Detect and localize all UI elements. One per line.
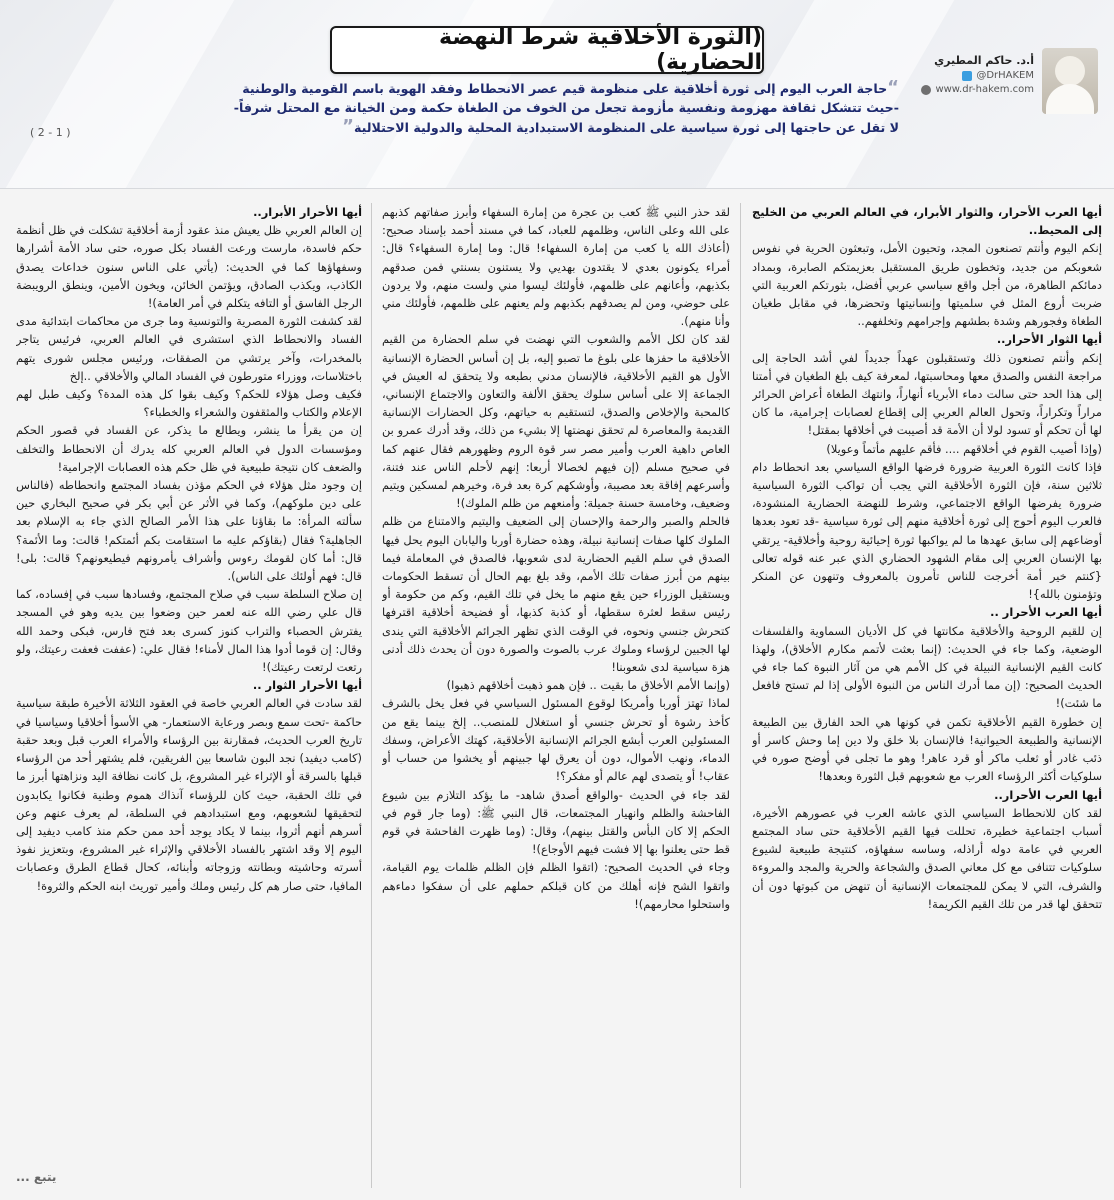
column-middle	[382, 203, 730, 1188]
paragraph: إن صلاح السلطة سبب في صلاح المجتمع، وفسادها سبب في إفساده، كما قال علي رضي الله عنه لعمر حين وضعوا بين يديه وهو في المسجد يفترش الحصباء والتراب كنوز كسرى بعد فتح فارس، فبكى وحمد الله وقال: إن قوما أدوا هذا المال لأمناء! فقال علي: (عففت فعفت رعيتك، ولو رتعت لرتعت رعيتك)!	[16, 587, 362, 675]
paragraph: فالحلم والصبر والرحمة والإحسان إلى الضعيف واليتيم والامتناع من ظلم الملوك كلها صفات إنسانية نبيلة، وهذه حضارة أوربا واليابان اليوم يحل فيها الصدق في سلم القيم الحضارية لدى شعوبها، فالصدق في المعاملة فيما بينهم من أبرز صفات تلك الأمم، وقد بلغ بهم الحال أن تسقط الحكومات ويستقيل الوزراء حين يقع منهم ما يخل في تلك القيم، وكم من حكومة أو رئيس سقط لعثرة سقطها، أو كذبة كذبها، أو فضيحة أخلاقية اقترفها كتحرش جنسي ونحوه، في الوقت الذي تظهر الجرائم الأخلاقية التي يندى لها الجبين لرؤساء وملوك عرب بالصوت والصورة دون أن يحدث ذلك أدنى هزة سياسية لدى شعوبنا!	[382, 514, 730, 675]
quote-line-2: -حيث تتشكل ثقافة مهزومة ونفسية مأزومة تجعل من الخوف من الطغاة حكمة ومن الخيانة مع المحتل شرفاً-	[233, 100, 899, 115]
quote-line-3: لا تقل عن حاجتها إلى ثورة سياسية على المنظومة الاستبدادية المحلية والدولية الاحتلالية”	[342, 116, 899, 137]
paragraph: إن من يقرأ ما ينشر، ويطالع ما يذكر، عن الفساد في قصور الحكم ومؤسسات الدول في العالم العربي كله يدرك أن الانحطاط والتخلف والضعف كان نتيجة طبيعية في ظل حكم هذه العصابات الإجرامية!	[16, 423, 362, 474]
website-row[interactable]	[921, 84, 1034, 95]
twitter-handle-row[interactable]	[921, 70, 1034, 81]
header	[0, 0, 1114, 189]
twitter-handle[interactable]: @DrHAKEM	[976, 70, 1034, 81]
paragraph: لماذا تهتز أوربا وأمريكا لوقوع المسئول السياسي في فعل يخل بالشرف كأخذ رشوة أو تحرش جنسي أو استغلال للمنصب.. إلخ بينما يقع من المسئولين العرب أبشع الجرائم الإنسانية الأخلاقية، كهتك الأعراض، وسفك الدماء، ونهب الأموال، دون أن يعرق لها جبينهم أو يخشوا من حساب أو عقاب! أو يتصدى لهم عالم أو مفكر؟!	[382, 696, 730, 784]
paragraph: (وإذا أصيب القوم في أخلاقهم .... فأقم عليهم مأتماً وعويلا)	[826, 441, 1102, 456]
paragraph: إن العالم العربي ظل يعيش منذ عقود أزمة أخلاقية تشكلت في ظل أنظمة حكم فاسدة، مارست ورعت الفساد بكل صوره، حتى ساد الأمة أشرارها وسفهاؤها كما في الحديث: (يأتي على الناس سنون خداعات يصدق الكاذب، ويكذب الصادق، ويؤتمن الخائن، ويخون الأمين، وينطق الرويبضة الرجل الفاسق أو التافه يتكلم في أمر العامة)!	[16, 223, 362, 311]
paragraph: أيها العرب الأحرار ..	[990, 605, 1102, 620]
paragraph: لقد جاء في الحديث -والواقع أصدق شاهد- ما يؤكد التلازم بين شيوع الفاحشة والظلم وانهيار المجتمعات، قال النبي ﷺ: (وما جار قوم في الحكم إلا كان البأس والقتل بينهم)، وقال: (وما ظهرت الفاحشة في قوم قط حتى يعلنوا بها إلا فشت فيهم الأوجاع)!	[382, 787, 730, 857]
website-link[interactable]: www.dr-hakem.com	[935, 84, 1034, 95]
article-title: (الثورة الأخلاقية شرط النهضة الحضارية)	[439, 25, 762, 75]
paragraph: أيها الأحرار الثوار ..	[252, 678, 362, 693]
paragraph: فإذا كانت الثورة العربية ضرورة فرضها الواقع السياسي بعد انحطاط دام ثلاثين سنة، فإن الثورة الأخلاقية التي يجب أن تواكب الثورة السياسية ضرورة يفرضها الواقع الاجتماعي، وشرط للنهضة الحضارية المنشودة، فالعرب اليوم أحوج إلى ثورة أخلاقية منهم إلى ثورة سياسية -قد تعود بعدها أوضاعهم إلى سابق عهدها ما لم يواكبها ثورة إحيائية روحية وأخلاقية- يرتقي بها الإنسان العربي إلى مقام الشهود الحضاري الذي عبر عنه قوله تعالى {كنتم خير أمة أخرجت للناس تأمرون بالمعروف وتنهون عن المنكر وتؤمنون بالله}!	[752, 459, 1102, 602]
paragraph: إن خطورة القيم الأخلاقية تكمن في كونها هي الحد الفارق بين الطبيعة الإنسانية والطبيعة الحيوانية! فالإنسان بلا خلق ولا دين إما وحش كاسر أو ذئب غادر أو ثعلب ماكر أو قرد عاهر! وهو ما تجلى في أوضح صوره في سلوكيات أكثر الرؤساء العرب مع شعوبهم قبل الثورة وبعدها!	[752, 714, 1102, 784]
continued-label: يتبع ...	[16, 1170, 57, 1184]
paragraph: أيها الثوار الأحرار..	[996, 332, 1102, 347]
twitter-icon	[962, 71, 972, 81]
author-name: أ.د. حاكم المطيري	[934, 54, 1034, 67]
paragraph: لقد كان للانحطاط السياسي الذي عاشه العرب في عصورهم الأخيرة، أسباب اجتماعية خطيرة، تحللت فيها القيم الأخلاقية حتى ساد المجتمع العربي في عامة دوله أراذله، وساسه سفهاؤه، كنتيجة طبيعية لشيوع سلوكيات تتنافى مع كل معاني الصدق والشجاعة والحرية والمجد والمروءة والشرف، التي لا يمكن للمجتمعات الإنسانية أن تنهض من كبوتها دون أن تتحقق لها قدر من تلك القيم الكريمة!	[752, 805, 1102, 911]
article-title-box	[330, 26, 764, 74]
paragraph: وجاء في الحديث الصحيح: (اتقوا الظلم فإن الظلم ظلمات يوم القيامة، واتقوا الشح فإنه أهلك من كان قبلكم حملهم على أن سفكوا دماءهم واستحلوا محارمهم)!	[382, 860, 730, 911]
paragraph: إن وجود مثل هؤلاء في الحكم مؤذن بفساد المجتمع وانحطاطه (فالناس على دين ملوكهم)، وكما في الأثر عن أبي بكر في صحيح البخاري حين سألته المرأة: ما بقاؤنا على هذا الأمر الصالح الذي جاء به الإسلام بعد الجاهلية؟ فقال (بقاؤكم عليه ما استقامت بكم أئمتكم! قالت: وما الأئمة؟ قال: أما كان لقومك رءوس وأشراف يأمرونهم فيطيعونهم؟ قالت: بلى! قال: فهم أولئك على الناس).	[16, 478, 362, 584]
paragraph: لقد حذر النبي ﷺ كعب بن عجرة من إمارة السفهاء وأبرز صفاتهم كذبهم على الله وعلى الناس، وظلمهم للعباد، كما في مسند أحمد بإسناد صحيح: (أعاذك الله يا كعب من إمارة السفهاء! قال: وما إمارة السفهاء؟ قال: أمراء يكونون بعدي لا يقتدون بهديي ولا يستنون بسنتي فمن صدقهم بكذبهم، وأعانهم على ظلمهم، فأولئك ليسوا مني ولست منهم، ولا يردون على حوضي، ومن لم يصدقهم بكذبهم ولم يعنهم على ظلمهم، فأولئك مني وأنا منهم).	[382, 205, 730, 329]
paragraph: لقد كشفت الثورة المصرية والتونسية وما جرى من محاكمات ابتدائية مدى الفساد والانحطاط الذي استشرى في العالم العربي، فرئيس يتاجر بالمخدرات، وآخر يرتشي من الصفقات، ورئيس مجلس شورى يتهم باختلاسات، ووزراء متورطون في الفساد المالي والأخلاقي ..إلخ	[16, 314, 362, 383]
avatar	[1042, 48, 1098, 114]
paragraph: لقد كان لكل الأمم والشعوب التي نهضت في سلم الحضارة من القيم الأخلاقية ما حفزها على بلوغ ما تصبو إليه، بل إن أساس الحضارة الإنسانية الأول هو القيم الأخلاقية، فالإنسان مدني بطبعه ولا يتحقق له العيش في الجماعة إلا على أساس سلوك يحقق الألفة والتعاون والاجتماع الإنساني، كالمحبة والإخلاص والصدق، لتستقيم به حياتهم، وكل الحضارات الإنسانية القديمة والمعاصرة لم تحقق نهضتها إلا بشيء من ذلك، وقد أدرك عمرو بن العاص داهية العرب وأمير مصر سر قوة الروم وظهورهم فقال عنهم كما في صحيح مسلم (إن فيهم لخصالا أربعا: إنهم لأحلم الناس عند فتنة، وأسرعهم إفاقة بعد مصيبة، وأوشكهم كرة بعد فرة، وخيرهم لمسكين ويتيم وضعيف، وخامسة حسنة جميلة: وأمنعهم من ظلم الملوك)!	[382, 332, 730, 511]
column-divider	[740, 203, 741, 1188]
paragraph: لقد سادت في العالم العربي خاصة في العقود الثلاثة الأخيرة طبقة سياسية حاكمة -تحت سمع وبصر ورعاية الاستعمار- هي الأسوأ أخلاقيا وسياسيا في تاريخ العرب الحديث، فمقارنة بين الرؤساء والأمراء العرب قبل وبعد حقبة (كامب ديفيد) نجد البون شاسعا بين الفريقين، فلم يشتهر أحد من الرؤساء قبلها بالسرقة أو الإثراء غير المشروع، بل كانت نظافة اليد ونزاهتها أبرز ما في تلك الحقبة، حيث كان للرؤساء آنذاك هموم وطنية فكانوا يكابدون لتحقيقها لشعوبهم، ومع استبدادهم في السلطة، لم يعرف عنهم وعن أسرهم أنهم أثروا، بينما لا يكاد يوجد أحد ممن حكم منذ كامب ديفيد إلى اليوم إلا وقد اشتهر بالفساد الأخلاقي والإثراء غير المشروع، وبتعزيز نفوذ أسرته وحاشيته وبطانته وزوجاته وأبنائه، كحال قطاع الطرق وعصابات المافيا، حتى صار هم كل رئيس وملك وأمير توريث ابنه الحكم والثروة!	[16, 696, 362, 893]
paragraph: فكيف وصل هؤلاء للحكم؟ وكيف بقوا كل هذه المدة؟ وكيف طبل لهم الإعلام والكتاب والمثقفون والشعراء والخطباء؟	[16, 387, 362, 420]
globe-icon	[921, 85, 931, 95]
paragraph: إنكم وأنتم تصنعون ذلك وتستقبلون عهداً جديداً لفي أشد الحاجة إلى مراجعة النفس والصدق معها ومحاسبتها، لمعرفة كيف بلغ الطغيان في أمتنا إلى هذا الحد حتى سالت دماء الأبرياء أنهاراً، وانتهك الطغاة أعراض الحرائر مراراً وتكراراً، وتحول العالم العربي إلى إقطاع لعصابات إجرامية، ما كان لها أن تحكم أو تسود لولا أن الأمة قد أصيبت في أخلاقها بمقتل!	[752, 350, 1102, 438]
quote-line-1: “حاجة العرب اليوم إلى ثورة أخلاقية على منظومة قيم عصر الانحطاط وفقد الهوية باسم القومية والوطنية	[242, 77, 899, 98]
paragraph: أيها العرب الأحرار، والثوار الأبرار، في العالم العربي من الخليج إلى المحيط..	[752, 205, 1102, 238]
pull-quote	[99, 78, 899, 137]
column-left	[16, 203, 362, 1188]
paragraph: (وإنما الأمم الأخلاق ما بقيت .. فإن همو ذهبت أخلاقهم ذهبوا)	[446, 678, 730, 693]
paragraph: أيها العرب الأحرار..	[994, 787, 1102, 802]
paragraph: أيها الأحرار الأبرار..	[253, 205, 362, 219]
column-divider	[371, 203, 372, 1188]
part-label: ( 2 - 1 )	[30, 126, 71, 139]
author-block	[908, 48, 1098, 138]
paragraph: إن للقيم الروحية والأخلاقية مكانتها في كل الأديان السماوية والفلسفات الوضعية، وكما جاء في الحديث: (إنما بعثت لأتمم مكارم الأخلاق)، ولهذا كانت القيم الإنسانية النبيلة في كل الأمم هي من آثار النبوة كما جاء في الحديث الصحيح: (إن مما أدرك الناس من النبوة الأولى إذا لم تستح فافعل ما شئت)!	[752, 623, 1102, 711]
paragraph: إنكم اليوم وأنتم تصنعون المجد، وتحيون الأمل، وتبعثون الحرية في نفوس شعوبكم من جديد، وتخطون طريق المستقبل بعزيمتكم الصابرة، وبمداد دمائكم الطاهرة، من أجل واقع سياسي عربي أفضل، بثورتكم العربية التي ضربت أروع المثل في سلميتها وإنسانيتها وتحضرها، في مقابل طغيان الطغاة وفجورهم وشدة بطشهم وإجرامهم وتخلفهم..	[752, 241, 1102, 329]
column-right	[752, 203, 1102, 1188]
author-info	[921, 48, 1034, 95]
